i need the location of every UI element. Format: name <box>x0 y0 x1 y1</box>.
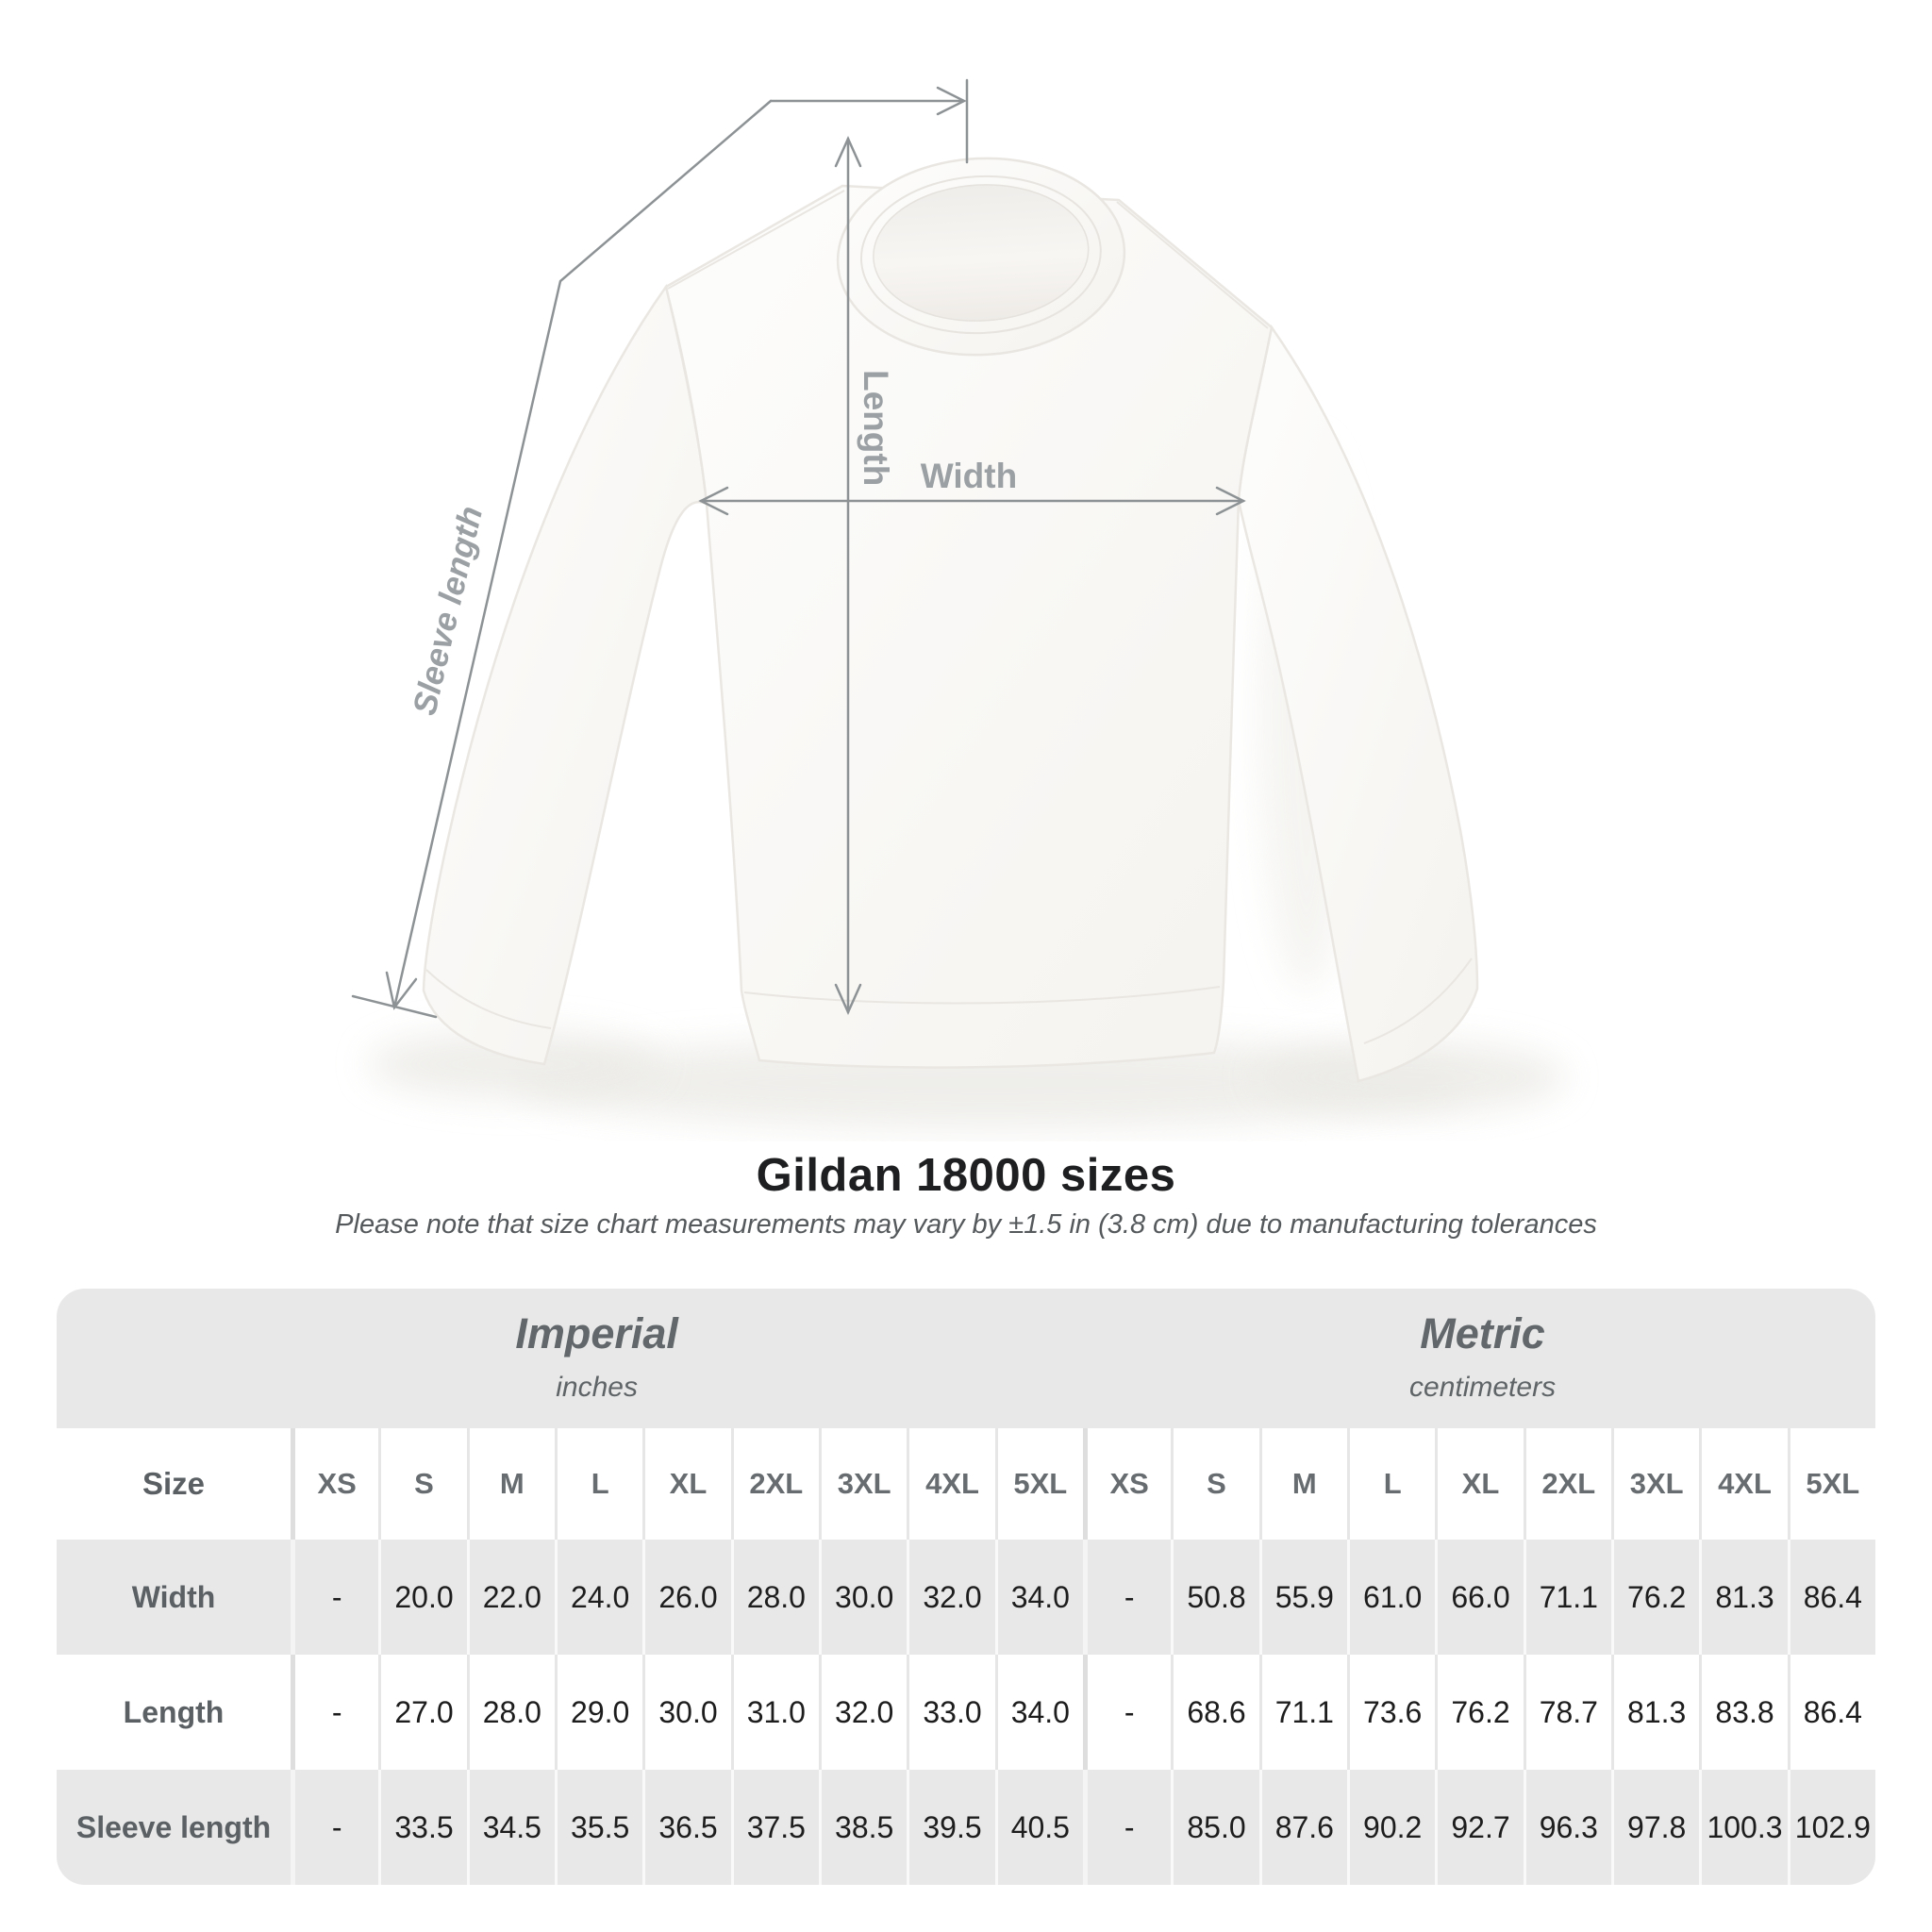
cell-width-imperial-xl: 26.0 <box>642 1540 730 1655</box>
cell-sleeve-length-metric-m: 87.6 <box>1259 1770 1347 1885</box>
col-header-metric-4xl: 4XL <box>1699 1428 1787 1540</box>
cell-length-imperial-4xl: 33.0 <box>907 1655 994 1770</box>
cell-length-imperial-5xl: 34.0 <box>995 1655 1083 1770</box>
table-row-width <box>57 1540 1875 1655</box>
cell-sleeve-length-imperial-4xl: 39.5 <box>907 1770 994 1885</box>
table-header-row <box>57 1428 1875 1540</box>
imperial-group-header <box>515 1309 678 1404</box>
cell-length-metric-m: 71.1 <box>1259 1655 1347 1770</box>
imperial-label: Imperial <box>515 1309 678 1357</box>
col-header-metric-xl: XL <box>1435 1428 1523 1540</box>
row-label-length: Length <box>123 1694 225 1729</box>
cell-length-metric-2xl: 78.7 <box>1524 1655 1611 1770</box>
col-header-metric-s: S <box>1171 1428 1258 1540</box>
cell-length-imperial-3xl: 32.0 <box>819 1655 907 1770</box>
col-header-imperial-5xl: 5XL <box>995 1428 1083 1540</box>
cell-width-metric-s: 50.8 <box>1171 1540 1258 1655</box>
cell-width-metric-4xl: 81.3 <box>1699 1540 1787 1655</box>
col-header-metric-2xl: 2XL <box>1524 1428 1611 1540</box>
cell-length-imperial-s: 27.0 <box>378 1655 466 1770</box>
table-row-sleeve-length <box>57 1770 1875 1885</box>
cell-sleeve-length-metric-3xl: 97.8 <box>1611 1770 1699 1885</box>
cell-width-metric-2xl: 71.1 <box>1524 1540 1611 1655</box>
cell-length-imperial-l: 29.0 <box>555 1655 642 1770</box>
cell-width-imperial-3xl: 30.0 <box>819 1540 907 1655</box>
cell-sleeve-length-metric-4xl: 100.3 <box>1699 1770 1787 1885</box>
row-label-sleeve-length: Sleeve length <box>75 1809 272 1844</box>
cell-sleeve-length-metric-5xl: 102.9 <box>1788 1770 1875 1885</box>
row-label-width: Width <box>131 1579 216 1614</box>
cell-width-imperial-2xl: 28.0 <box>731 1540 819 1655</box>
cell-length-metric-3xl: 81.3 <box>1611 1655 1699 1770</box>
col-header-imperial-3xl: 3XL <box>819 1428 907 1540</box>
cell-width-metric-l: 61.0 <box>1347 1540 1435 1655</box>
cell-length-imperial-xs: - <box>291 1655 378 1770</box>
cell-sleeve-length-metric-2xl: 96.3 <box>1524 1770 1611 1885</box>
cell-width-metric-3xl: 76.2 <box>1611 1540 1699 1655</box>
cell-width-metric-5xl: 86.4 <box>1788 1540 1875 1655</box>
page-title: Gildan 18000 sizes <box>756 1150 1176 1201</box>
cell-width-imperial-l: 24.0 <box>555 1540 642 1655</box>
col-header-imperial-4xl: 4XL <box>907 1428 994 1540</box>
cell-sleeve-length-imperial-l: 35.5 <box>555 1770 642 1885</box>
col-header-imperial-xs: XS <box>291 1428 378 1540</box>
cell-length-imperial-2xl: 31.0 <box>731 1655 819 1770</box>
cell-sleeve-length-imperial-s: 33.5 <box>378 1770 466 1885</box>
cell-sleeve-length-imperial-2xl: 37.5 <box>731 1770 819 1885</box>
cell-length-metric-4xl: 83.8 <box>1699 1655 1787 1770</box>
metric-label: Metric <box>1420 1309 1545 1357</box>
cell-sleeve-length-metric-xl: 92.7 <box>1435 1770 1523 1885</box>
cell-length-metric-5xl: 86.4 <box>1788 1655 1875 1770</box>
col-header-imperial-s: S <box>378 1428 466 1540</box>
cell-sleeve-length-imperial-xs: - <box>291 1770 378 1885</box>
col-header-imperial-l: L <box>555 1428 642 1540</box>
cell-width-imperial-m: 22.0 <box>467 1540 555 1655</box>
table-body <box>57 1540 1875 1885</box>
cell-length-imperial-xl: 30.0 <box>642 1655 730 1770</box>
cell-width-imperial-4xl: 32.0 <box>907 1540 994 1655</box>
tolerance-note: Please note that size chart measurements may vary by ±1.5 in (3.8 cm) due to manufacturing tolerances <box>335 1209 1597 1240</box>
inches-label: inches <box>556 1372 638 1403</box>
cell-width-imperial-s: 20.0 <box>378 1540 466 1655</box>
cell-width-metric-xl: 66.0 <box>1435 1540 1523 1655</box>
col-header-imperial-xl: XL <box>642 1428 730 1540</box>
col-header-metric-m: M <box>1259 1428 1347 1540</box>
unit-band <box>57 1289 1875 1428</box>
sleeve-length-label: Sleeve length <box>406 503 491 719</box>
cell-length-imperial-m: 28.0 <box>467 1655 555 1770</box>
cell-length-metric-l: 73.6 <box>1347 1655 1435 1770</box>
col-header-metric-3xl: 3XL <box>1611 1428 1699 1540</box>
metric-group-header <box>1409 1309 1556 1404</box>
cell-width-imperial-xs: - <box>291 1540 378 1655</box>
table-row-length <box>57 1655 1875 1770</box>
col-header-imperial-2xl: 2XL <box>731 1428 819 1540</box>
col-header-metric-5xl: 5XL <box>1788 1428 1875 1540</box>
cell-sleeve-length-imperial-m: 34.5 <box>467 1770 555 1885</box>
cell-sleeve-length-imperial-3xl: 38.5 <box>819 1770 907 1885</box>
length-label: Length <box>857 370 895 487</box>
col-header-imperial-m: M <box>467 1428 555 1540</box>
width-label: Width <box>920 457 1018 495</box>
cell-sleeve-length-imperial-5xl: 40.5 <box>995 1770 1083 1885</box>
col-header-metric-l: L <box>1347 1428 1435 1540</box>
cell-sleeve-length-metric-l: 90.2 <box>1347 1770 1435 1885</box>
cell-width-imperial-5xl: 34.0 <box>995 1540 1083 1655</box>
cell-sleeve-length-metric-xs: - <box>1083 1770 1171 1885</box>
cell-width-metric-xs: - <box>1083 1540 1171 1655</box>
cell-sleeve-length-metric-s: 85.0 <box>1171 1770 1258 1885</box>
cell-length-metric-xl: 76.2 <box>1435 1655 1523 1770</box>
size-table <box>57 1289 1875 1885</box>
cell-length-metric-s: 68.6 <box>1171 1655 1258 1770</box>
size-column-header: Size <box>142 1466 206 1501</box>
cell-sleeve-length-imperial-xl: 36.5 <box>642 1770 730 1885</box>
cell-length-metric-xs: - <box>1083 1655 1171 1770</box>
cell-width-metric-m: 55.9 <box>1259 1540 1347 1655</box>
left-sleeve <box>424 287 707 1064</box>
col-header-metric-xs: XS <box>1083 1428 1171 1540</box>
centimeters-label: centimeters <box>1409 1372 1557 1403</box>
